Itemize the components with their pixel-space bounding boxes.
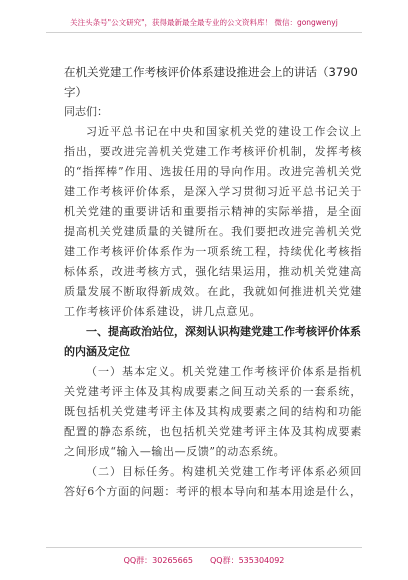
qq-group-1: QQ群：30265665 (123, 556, 193, 565)
document-title: 在机关党建工作考核评价体系建设推进会上的讲话（3790字） (64, 65, 358, 99)
basic-definition-paragraph: （一）基本定义。机关党建工作考核评价体系是指机关党建考评主体及其构成要素之间互动关系的一套系统，既包括机关党建考评主体及其构成要素之间的结构和功能配置的静态系统，也包括机关党建考评主体及其构成要素之间形成“输入—输出—反馈”的动态系统。 (64, 365, 362, 458)
intro-paragraph: 习近平总书记在中央和国家机关党的建设工作会议上指出，要改进完善机关党建工作考核评价机制，发挥考核的“指挥棒”作用、选拔任用的导向作用。改进完善机关党建工作考核评价体系，是深入学习贯彻习近平总书记关于机关党建的重要讲话和重要指示精神的实际举措，是全面提高机关党建质量的关键所在。我们要把改进完善机关党建工作考核评价体系作为一项系统工程，持续优化考核指标体系，改进考核方式，强化结果运用，推动机关党建高质量发展不断取得新成效。在此，我就如何推进机关党建工作考核评价体系建设，讲几点意见。 (64, 125, 362, 318)
header-notice: 关注头条号"公文研究"，获得最新最全最专业的公文资料库！ 微信：gongwenyj (70, 18, 338, 27)
goal-task-paragraph: （二）目标任务。构建机关党建工作考评体系必须回答好6个方面的问题：考评的根本导向和基本用途是什么， (64, 465, 362, 498)
section-heading: 一、提高政治站位，深刻认识构建党建工作考核评价体系的内涵及定位 (64, 325, 361, 358)
salutation: 同志们： (64, 105, 108, 118)
document-body (64, 62, 362, 502)
page-header (46, 10, 362, 33)
page-footer (46, 547, 362, 570)
qq-group-2: QQ群：535304092 (210, 556, 285, 565)
